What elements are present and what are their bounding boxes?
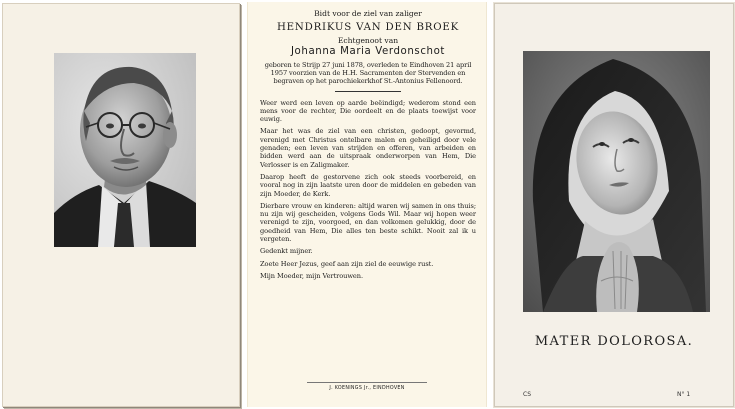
paragraph: Weer werd een leven op aarde beëindigd; wederom stond een mens voor de rechter, Die oordeelt en de plaats toewijst voor euwig. xyxy=(260,98,476,124)
paragraph: Dierbare vrouw en kinderen: altijd waren wij samen in ons thuis; nu zijn wij gescheiden, volgens Gods Wil. Maar wij hopen weer verenigd te zijn, voorgoed, en dan volkomen gelukkig, door de goedheid van Hem, Die alles ten beste schikt. Nooit zal ik u vergeten. xyxy=(260,201,476,244)
paragraph: Gedenkt mijner. xyxy=(260,247,313,256)
paragraph: Mijn Moeder, mijn Vertrouwen. xyxy=(260,271,364,280)
card-caption: MATER DOLOROSA. xyxy=(534,334,694,349)
divider xyxy=(335,91,401,92)
paragraph: Zoete Heer Jezus, geef aan zijn ziel de eeuwige rust. xyxy=(260,259,434,268)
printer-name: J. KOENINGS Jr., EINDHOVEN xyxy=(329,386,405,391)
deceased-name: HENDRIKUS VAN DEN BROEK xyxy=(276,21,460,33)
paragraph: Maar het was de ziel van een christen, gedoopt, gevormd, verenigd met Christus ontelbare malen en geheiligd door vele genaden; een leven van strijden en offeren, van arbeiden en bidden werd aan de uitspraak onderworpen van Hem, Die Verlosser is en Zaligmaker. xyxy=(260,127,476,169)
spouse-name: Johanna Maria Verdonschot xyxy=(290,46,446,58)
series-code: CS xyxy=(523,391,531,398)
portrait-card xyxy=(2,3,240,407)
mater-dolorosa-image xyxy=(523,51,710,312)
biography: geboren te Strijp 27 juni 1878, overleden te Eindhoven 21 april 1957 voorzien van de H.H. Sacramenten der Stervenden en begraven op het parochiekerkhof St.-Antonius Fellenoord. xyxy=(264,61,472,85)
header-prayer: Bidt voor de ziel van zaliger xyxy=(314,9,422,18)
spouse-intro: Echtgenoot van xyxy=(337,35,399,45)
memorial-text-card xyxy=(247,2,487,407)
paragraph: Daarop heeft de gestorvene zich ook steeds voorbereid, en vooral nog in zijn laatste uren door de middelen en gebeden van zijn Moeder, de Kerk. xyxy=(260,172,476,198)
card-number: N° 1 xyxy=(677,391,691,398)
devotional-card xyxy=(494,3,734,407)
portrait-photo xyxy=(54,53,196,247)
printer-imprint xyxy=(248,382,486,391)
printer-rule xyxy=(307,382,427,383)
